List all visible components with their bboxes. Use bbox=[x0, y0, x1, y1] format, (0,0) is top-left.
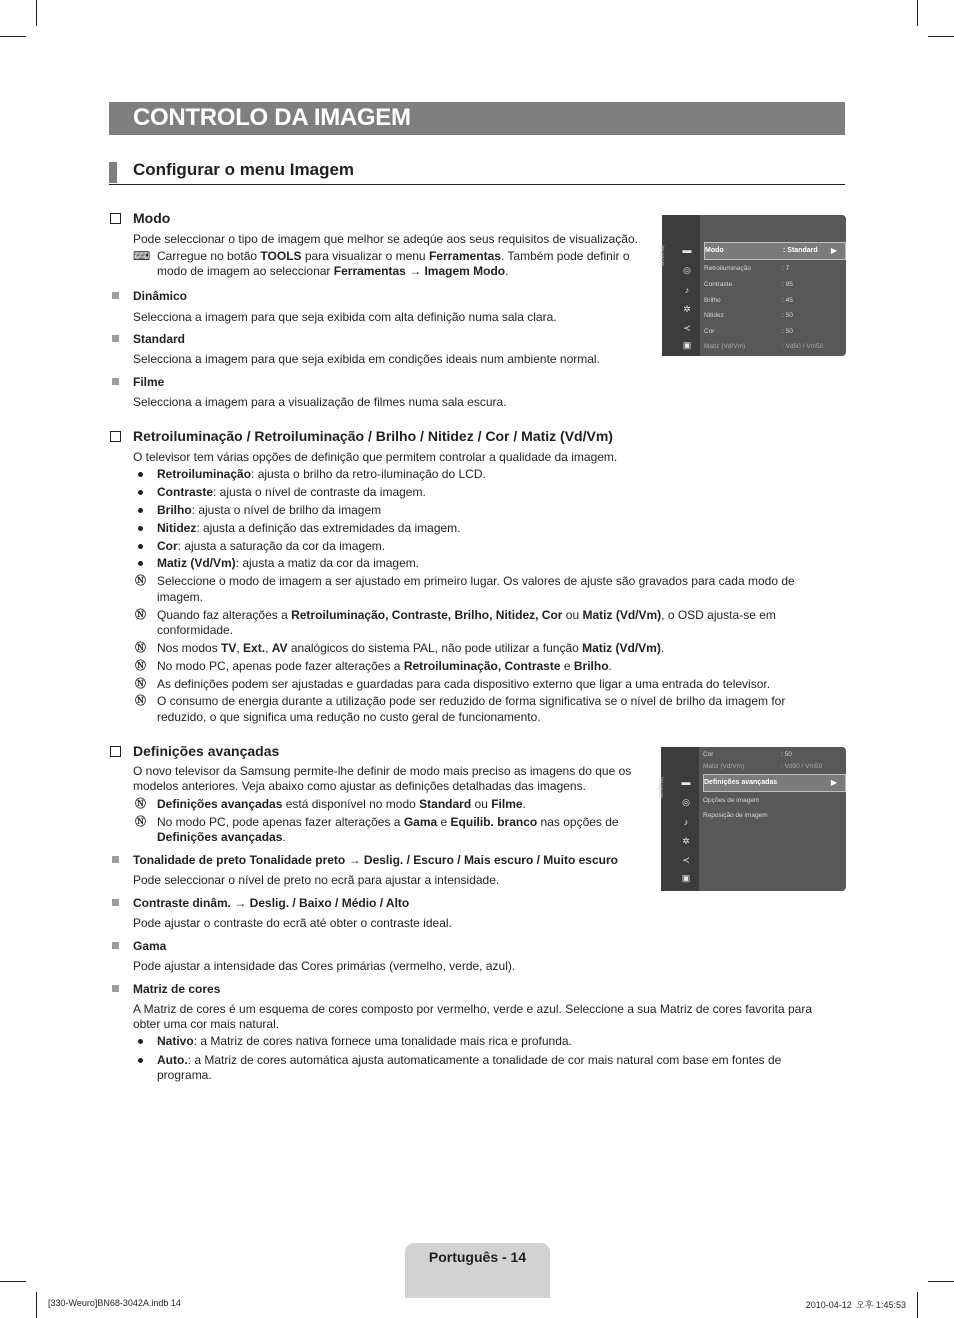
tools-line-1: Carregue no botão TOOLS para visualizar o menu Ferramentas. Também pode definir o bbox=[157, 249, 630, 263]
page-number: Português - 14 bbox=[428, 1249, 527, 1265]
gama-desc: Pode ajustar a intensidade das Cores primárias (vermelho, verde, azul). bbox=[133, 959, 516, 973]
osd-side-label: Imagem bbox=[658, 245, 664, 267]
note-icon: Ⓝ bbox=[135, 574, 146, 587]
tools-icon: ⌨ bbox=[133, 249, 151, 263]
osd-row[interactable]: Contraste : 95 bbox=[704, 281, 793, 288]
adv-heading: Definições avançadas bbox=[133, 743, 280, 759]
checkbox-icon bbox=[110, 213, 121, 224]
nativo-bullet: Nativo: a Matriz de cores nativa fornece uma tonalidade mais rica e profunda. bbox=[157, 1034, 572, 1048]
bullet-dot bbox=[138, 1058, 143, 1063]
file-slug: [330-Weuro]BN68-3042A.indb 14 bbox=[48, 1298, 181, 1308]
adv-note-2a: No modo PC, pode apenas fazer alterações a Gama e Equilib. branco nas opções de bbox=[157, 815, 619, 829]
osd-row-advanced[interactable]: Definições avançadas ▶ bbox=[703, 774, 846, 792]
retro-bullet: Contraste: ajusta o nível de contraste da imagem. bbox=[157, 485, 426, 499]
setup-icon: ✲ bbox=[683, 304, 691, 314]
osd-sidebar bbox=[658, 215, 700, 356]
osd-row[interactable]: Matiz (Vd/Vm) : Vd50 / Vm50 bbox=[704, 343, 824, 350]
channel-icon: ♪ bbox=[684, 285, 690, 295]
sound-icon: ◎ bbox=[682, 797, 690, 807]
setup-icon: ✲ bbox=[682, 836, 690, 846]
auto-bullet-b: programa. bbox=[157, 1068, 212, 1082]
page-number-tab bbox=[405, 1243, 550, 1298]
square-bullet bbox=[112, 985, 119, 992]
dinamico-label: Dinâmico bbox=[133, 289, 188, 303]
retro-bullet: Cor: ajusta a saturação da cor da imagem. bbox=[157, 539, 386, 553]
osd-row-modo[interactable]: Modo : Standard ▶ bbox=[704, 242, 846, 260]
standard-desc: Selecciona a imagem para que seja exibida em condições ideais num ambiente normal. bbox=[133, 352, 600, 366]
checkbox-icon bbox=[110, 746, 121, 757]
square-bullet bbox=[112, 899, 119, 906]
retro-bullet: Brilho: ajusta o nível de brilho da imagem bbox=[157, 503, 382, 517]
note-icon: Ⓝ bbox=[135, 694, 146, 707]
matriz-desc-a: A Matriz de cores é um esquema de cores composto por vermelho, verde e azul. Seleccione a sua Matriz de cores favorita para bbox=[133, 1002, 812, 1016]
modo-heading: Modo bbox=[133, 210, 171, 226]
section-marker bbox=[109, 162, 117, 183]
filme-label: Filme bbox=[133, 375, 165, 389]
section-title: Configurar o menu Imagem bbox=[133, 160, 355, 179]
gama-label: Gama bbox=[133, 939, 167, 953]
date-slug: 2010-04-12 오후 1:45:53 bbox=[805, 1300, 906, 1310]
note-icon: Ⓝ bbox=[135, 659, 146, 672]
osd-sidebar bbox=[657, 747, 699, 891]
note-icon: Ⓝ bbox=[135, 797, 146, 810]
square-bullet bbox=[112, 856, 119, 863]
square-bullet bbox=[112, 292, 119, 299]
osd-row[interactable]: Retroiluminação : 7 bbox=[704, 265, 790, 272]
section-heading bbox=[109, 160, 845, 185]
input-icon: ≺ bbox=[683, 323, 691, 333]
square-bullet bbox=[112, 335, 119, 342]
bullet-dot bbox=[138, 472, 143, 477]
channel-icon: ♪ bbox=[683, 817, 689, 827]
osd-menu-advanced bbox=[657, 747, 846, 891]
adv-intro-b: modelos anteriores. Veja abaixo como ajustar as definições detalhadas das imagens. bbox=[133, 779, 586, 793]
adv-note-2b: Definições avançadas. bbox=[157, 830, 286, 844]
bullet-dot bbox=[138, 490, 143, 495]
retro-bullet: Nitidez: ajusta a definição das extremidades da imagem. bbox=[157, 521, 461, 535]
matriz-desc-b: obter uma cor mais natural. bbox=[133, 1017, 280, 1031]
tonalidade-desc: Pode seleccionar o nível de preto no ecrã para ajustar a intensidade. bbox=[133, 873, 500, 887]
osd-row[interactable]: Reposição de imagem bbox=[703, 812, 768, 819]
bullet-dot bbox=[138, 526, 143, 531]
bullet-dot bbox=[138, 544, 143, 549]
retro-intro: O televisor tem várias opções de definição que permitem controlar a qualidade da imagem. bbox=[133, 450, 618, 464]
bullet-dot bbox=[138, 561, 143, 566]
osd-row[interactable]: Brilho : 45 bbox=[704, 297, 793, 304]
input-icon: ≺ bbox=[682, 855, 690, 865]
crop-mark bbox=[928, 36, 954, 37]
auto-bullet-a: Auto.: a Matriz de cores automática ajusta automaticamente a tonalidade de cor mais natural com base em fontes de bbox=[157, 1053, 782, 1067]
retro-note-1a: Seleccione o modo de imagem a ser ajustado em primeiro lugar. Os valores de ajuste são gravados para cada modo de bbox=[157, 574, 795, 588]
contraste-dinam-label: Contraste dinâm. → Deslig. / Baixo / Médio / Alto bbox=[133, 896, 410, 910]
tonalidade-label: Tonalidade de preto Tonalidade preto → Deslig. / Escuro / Mais escuro / Muito escuro bbox=[133, 853, 618, 867]
bullet-dot bbox=[138, 1039, 143, 1044]
retro-note-6b: reduzido, o que significa uma redução no custo geral de funcionamento. bbox=[157, 710, 541, 724]
note-icon: Ⓝ bbox=[135, 608, 146, 621]
support-icon: ▣ bbox=[681, 873, 691, 883]
dinamico-desc: Selecciona a imagem para que seja exibida com alta definição numa sala clara. bbox=[133, 310, 557, 324]
bullet-dot bbox=[138, 508, 143, 513]
retro-note-4: No modo PC, apenas pode fazer alterações a Retroiluminação, Contraste e Brilho. bbox=[157, 659, 612, 673]
crop-mark bbox=[0, 36, 26, 37]
osd-row[interactable]: Opções de imagem bbox=[703, 797, 760, 804]
retro-note-6a: O consumo de energia durante a utilização pode ser reduzido de forma significativa se o nível de brilho da imagem for bbox=[157, 694, 786, 708]
crop-mark bbox=[0, 1281, 26, 1282]
osd-menu-image bbox=[658, 215, 846, 356]
matriz-label: Matriz de cores bbox=[133, 982, 221, 996]
retro-bullet: Retroiluminação: ajusta o brilho da retro-iluminação do LCD. bbox=[157, 467, 486, 481]
crop-mark bbox=[917, 1292, 918, 1318]
arrow-right-icon: ▶ bbox=[830, 246, 837, 255]
note-icon: Ⓝ bbox=[135, 815, 146, 828]
osd-row[interactable]: Cor : 50 bbox=[704, 328, 793, 335]
retro-note-3: Nos modos TV, Ext., AV analógicos do sistema PAL, não pode utilizar a função Matiz (Vd/Vm). bbox=[157, 641, 665, 655]
filme-desc: Selecciona a imagem para a visualização de filmes numa sala escura. bbox=[133, 395, 507, 409]
osd-row[interactable]: Cor : 50 bbox=[703, 751, 792, 758]
arrow-right-icon: ▶ bbox=[830, 778, 837, 787]
adv-note-1: Definições avançadas está disponível no modo Standard ou Filme. bbox=[157, 797, 526, 811]
retro-heading: Retroiluminação / Retroiluminação / Brilho / Nitidez / Cor / Matiz (Vd/Vm) bbox=[133, 428, 613, 444]
retro-note-2a: Quando faz alterações a Retroiluminação, Contraste, Brilho, Nitidez, Cor ou Matiz (Vd/Vm), o OSD ajusta-se em bbox=[157, 608, 776, 622]
checkbox-icon bbox=[110, 431, 121, 442]
crop-mark bbox=[36, 0, 37, 26]
note-icon: Ⓝ bbox=[135, 677, 146, 690]
osd-row[interactable]: Nitidez : 50 bbox=[704, 312, 793, 319]
crop-mark bbox=[36, 1292, 37, 1318]
page-title: CONTROLO DA IMAGEM bbox=[133, 104, 411, 131]
note-icon: Ⓝ bbox=[135, 641, 146, 654]
crop-mark bbox=[928, 1281, 954, 1282]
retro-bullet: Matiz (Vd/Vm): ajusta a matiz da cor da imagem. bbox=[157, 556, 420, 570]
support-icon: ▣ bbox=[682, 340, 692, 350]
crop-mark bbox=[917, 0, 918, 26]
adv-intro-a: O novo televisor da Samsung permite-lhe definir de modo mais preciso as imagens do que os bbox=[133, 764, 632, 778]
modo-desc: Pode seleccionar o tipo de imagem que melhor se adeqúe aos seus requisitos de visualização. bbox=[133, 232, 638, 246]
picture-icon: ▬ bbox=[681, 777, 691, 787]
page-title-bar bbox=[109, 102, 845, 135]
square-bullet bbox=[112, 942, 119, 949]
retro-note-5: As definições podem ser ajustadas e guardadas para cada dispositivo externo que ligar a uma entrada do televisor. bbox=[157, 677, 771, 691]
square-bullet bbox=[112, 378, 119, 385]
sound-icon: ◎ bbox=[683, 265, 691, 275]
standard-label: Standard bbox=[133, 332, 186, 346]
retro-note-1b: imagem. bbox=[157, 590, 204, 604]
osd-side-label: Imagem bbox=[657, 777, 663, 799]
osd-row[interactable]: Matiz (Vd/Vm) : Vd50 / Vm50 bbox=[703, 763, 823, 770]
contraste-dinam-desc: Pode ajustar o contraste do ecrã até obter o contraste ideal. bbox=[133, 916, 452, 930]
tools-line-2: modo de imagem ao seleccionar Ferramentas → Imagem Modo. bbox=[157, 264, 509, 278]
retro-note-2b: conformidade. bbox=[157, 623, 234, 637]
picture-icon: ▬ bbox=[682, 245, 692, 255]
